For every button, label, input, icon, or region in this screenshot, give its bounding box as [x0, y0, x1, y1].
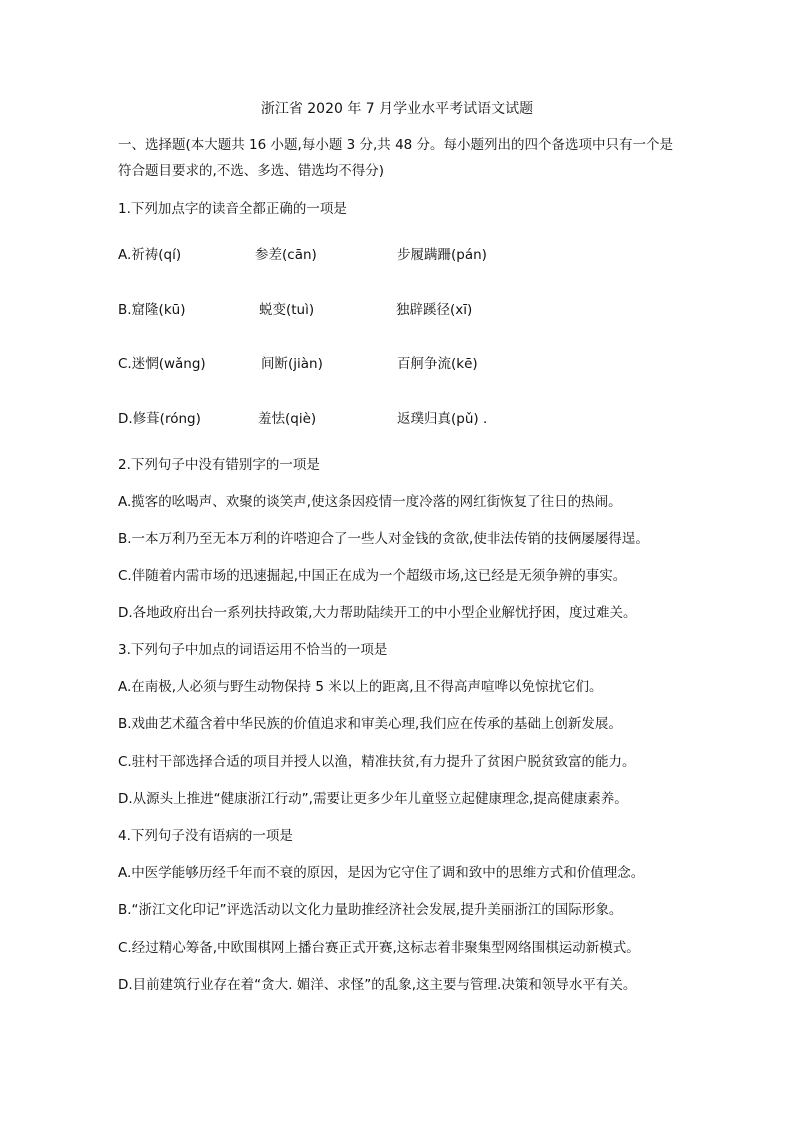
option-c-word-2: 间断(jiàn)	[261, 356, 323, 372]
option-b-word-2: 蜕变(tuì)	[259, 302, 315, 318]
question-4-option-b: B.“浙江文化印记”评选活动以文化力量助推经济社会发展,提升美丽浙江的国际形象。	[118, 902, 623, 918]
option-b-word-3: 独辟蹊径(xī)	[396, 302, 473, 318]
option-d-word-2: 羞怯(qiè)	[258, 411, 317, 427]
page-title: 浙江省 2020 年 7 月学业水平考试语文试题	[260, 101, 534, 117]
question-2-option-c: C.伴随着内需市场的迅速掘起,中国正在成为一个超级市场,这已经是无须争辨的事实。	[118, 568, 627, 584]
question-4-option-d: D.目前建筑行业存在着“贪大. 媚洋、求怪”的乱象,这主要与管理.决策和领导水平有关。	[118, 977, 637, 993]
question-2-option-b: B.一本万利乃至无本万利的许嗒迎合了一些人对金钱的贪欲,使非法传销的技俩屡屡得逞。	[118, 531, 649, 547]
option-a-word-1: A.祈祷(qí)	[118, 247, 182, 263]
option-b-word-1: B.窟隆(kū)	[118, 302, 186, 318]
question-2-option-d: D.各地政府出台一系列扶持政策,大力帮助陆续开工的中小型企业解忧抒困，度过难关。	[118, 605, 637, 621]
question-3-stem: 3.下列句子中加点的词语运用不恰当的一项是	[118, 642, 388, 658]
question-2-option-a: A.揽客的吆喝声、欢聚的谈笑声,使这条因疫情一度冷落的网红街恢复了往日的热闹。	[118, 494, 622, 510]
option-c-word-3: 百舸争流(kē)	[397, 356, 478, 372]
question-3-option-d: D.从源头上推进“健康浙江行动”,需要让更多少年儿童竖立起健康理念,提高健康素养。	[118, 791, 628, 807]
question-1-stem: 1.下列加点字的读音全都正确的一项是	[118, 201, 347, 217]
question-4-stem: 4.下列句子没有语病的一项是	[118, 828, 293, 844]
option-a-word-2: 参差(cān)	[255, 247, 317, 263]
option-d-word-1: D.修葺(róng)	[118, 411, 201, 427]
option-c-word-1: C.迷惘(wǎng)	[118, 356, 206, 372]
question-4-option-c: C.经过精心筹备,中欧围棋网上播台赛正式开赛,这标志着非聚集型网络围棋运动新模式。	[118, 940, 640, 956]
question-4-option-a: A.中医学能够历经千年而不衰的原因，是因为它守住了调和致中的思维方式和价值理念。	[118, 865, 645, 881]
option-d-word-3: 返璞归真(pǔ) .	[397, 411, 488, 427]
question-2-stem: 2.下列句子中没有错别字的一项是	[118, 457, 320, 473]
option-a-word-3: 步履蹒跚(pán)	[397, 247, 487, 263]
question-3-option-a: A.在南极,人必须与野生动物保持 5 米以上的距离,且不得高声喧哗以免惊扰它们。	[118, 679, 603, 695]
section-heading-line-1: 一、选择题(本大题共 16 小题,每小题 3 分,共 48 分。每小题列出的四个备选项中只有一个是	[118, 137, 674, 153]
question-3-option-c: C.驻村干部选择合适的项目并授人以渔，精准扶贫,有力提升了贫困户脱贫致富的能力。	[118, 754, 636, 770]
section-heading-line-2: 符合题目要求的,不选、多选、错选均不得分)	[118, 163, 385, 179]
question-3-option-b: B.戏曲艺术蕴含着中华民族的价值追求和审美心理,我们应在传承的基础上创新发展。	[118, 716, 622, 732]
